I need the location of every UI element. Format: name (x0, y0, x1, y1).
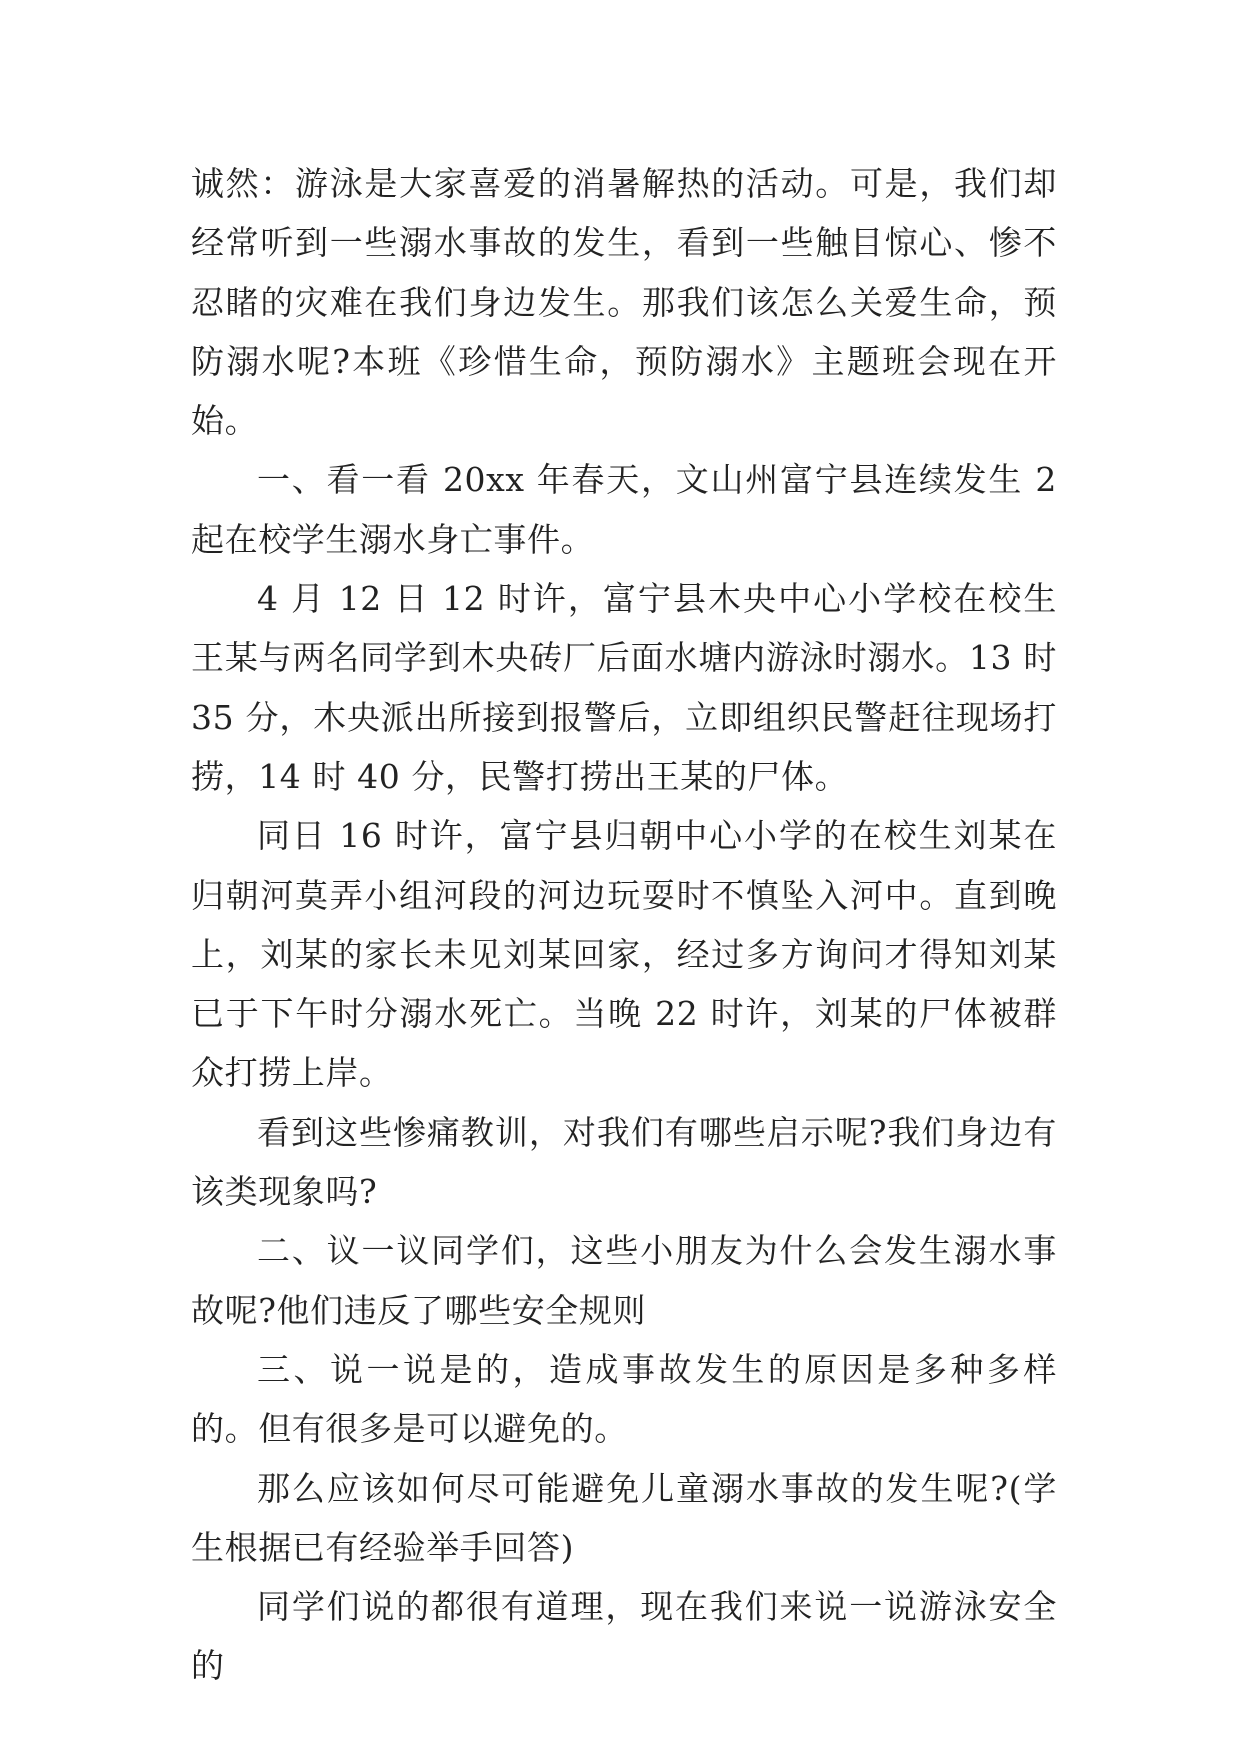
paragraph-section-two: 二、议一议同学们，这些小朋友为什么会发生溺水事故呢?他们违反了哪些安全规则 (191, 1231, 1057, 1330)
paragraph-question: 那么应该如何尽可能避免儿童溺水事故的发生呢?(学生根据已有经验举手回答) (191, 1468, 1057, 1567)
paragraph-closing: 同学们说的都很有道理，现在我们来说一说游泳安全的 (191, 1587, 1057, 1686)
paragraph-section-one: 一、看一看 20xx 年春天，文山州富宁县连续发生 2 起在校学生溺水身亡事件。 (191, 460, 1057, 559)
document-body (191, 154, 1057, 1696)
paragraph-incident-two: 同日 16 时许，富宁县归朝中心小学的在校生刘某在归朝河莫弄小组河段的河边玩耍时不慎坠入河中。直到晚上，刘某的家长未见刘某回家，经过多方询问才得知刘某已于下午时分溺水死亡。当晚 22 时许，刘某的尸体被群众打捞上岸。 (191, 816, 1057, 1093)
paragraph-reflection: 看到这些惨痛教训，对我们有哪些启示呢?我们身边有该类现象吗? (191, 1112, 1057, 1212)
paragraph-section-three: 三、说一说是的，造成事故发生的原因是多种多样的。但有很多是可以避免的。 (191, 1349, 1057, 1449)
paragraph-intro: 诚然：游泳是大家喜爱的消暑解热的活动。可是，我们却经常听到一些溺水事故的发生，看到一些触目惊心、惨不忍睹的灾难在我们身边发生。那我们该怎么关爱生命，预防溺水呢?本班《珍惜生命，预防溺水》主题班会现在开始。 (191, 164, 1057, 441)
paragraph-incident-one: 4 月 12 日 12 时许，富宁县木央中心小学校在校生王某与两名同学到木央砖厂后面水塘内游泳时溺水。13 时 35 分，木央派出所接到报警后，立即组织民警赶往现场打捞，14 时 40 分，民警打捞出王某的尸体。 (191, 579, 1057, 796)
